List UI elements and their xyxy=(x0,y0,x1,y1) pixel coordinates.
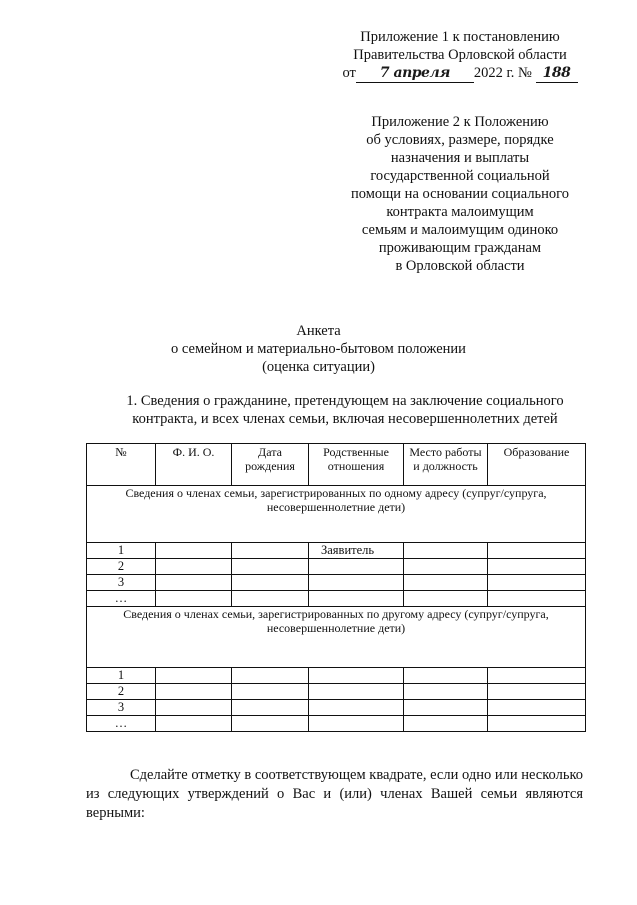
cell-workplace[interactable] xyxy=(404,591,488,607)
header-line-1: Приложение 1 к постановлению xyxy=(360,29,560,45)
ref-date-handwritten: 7 апреля xyxy=(379,65,450,81)
table-row xyxy=(87,684,586,700)
title-main: Анкета xyxy=(296,323,341,339)
cell-fio[interactable] xyxy=(156,716,232,732)
row-number: 2 xyxy=(87,559,156,575)
cell-workplace[interactable] xyxy=(404,575,488,591)
col-header-birthdate: Дата рождения xyxy=(232,444,309,486)
cell-education[interactable] xyxy=(488,543,586,559)
row-number: 2 xyxy=(87,684,156,700)
cell-birthdate[interactable] xyxy=(232,668,309,684)
table-row xyxy=(87,543,586,559)
cell-birthdate[interactable] xyxy=(232,575,309,591)
ref-year: 2022 г. № xyxy=(473,65,532,81)
table-row xyxy=(87,591,586,607)
section-1-line-2: контракта, и всех членах семьи, включая несовершеннолетних детей xyxy=(132,411,558,427)
header-line-2: Правительства Орловской области xyxy=(353,47,567,63)
cell-education[interactable] xyxy=(488,716,586,732)
col-header-number: № xyxy=(87,444,156,486)
cell-relation[interactable] xyxy=(309,591,404,607)
appendix-line: проживающим гражданам xyxy=(378,240,542,256)
ref-number-field xyxy=(536,64,578,83)
row-number: 1 xyxy=(87,668,156,684)
cell-workplace[interactable] xyxy=(404,684,488,700)
ref-number-handwritten: 188 xyxy=(542,65,571,81)
cell-birthdate[interactable] xyxy=(232,543,309,559)
cell-workplace[interactable] xyxy=(404,700,488,716)
row-number: … xyxy=(87,716,156,732)
group-2-title-row xyxy=(87,607,586,668)
cell-education[interactable] xyxy=(488,684,586,700)
decree-reference xyxy=(300,64,620,83)
appendix-2-header xyxy=(300,113,620,275)
appendix-line: Приложение 2 к Положению xyxy=(371,114,549,130)
cell-education[interactable] xyxy=(488,700,586,716)
cell-birthdate[interactable] xyxy=(232,591,309,607)
cell-education[interactable] xyxy=(488,591,586,607)
cell-education[interactable] xyxy=(488,559,586,575)
row-number: 3 xyxy=(87,575,156,591)
cell-birthdate[interactable] xyxy=(232,684,309,700)
appendix-line: контракта малоимущим xyxy=(386,204,534,220)
cell-workplace[interactable] xyxy=(404,668,488,684)
group-1-title: Сведения о членах семьи, зарегистрированных по одному адресу (супруг/супруга, несовершеннолетние дети) xyxy=(87,486,586,543)
cell-relation[interactable]: Заявитель xyxy=(309,543,404,559)
cell-relation[interactable] xyxy=(309,668,404,684)
cell-relation[interactable] xyxy=(309,575,404,591)
ref-date-field xyxy=(356,64,474,83)
cell-workplace[interactable] xyxy=(404,543,488,559)
cell-workplace[interactable] xyxy=(404,559,488,575)
appendix-line: в Орловской области xyxy=(395,258,525,274)
appendix-line: об условиях, размере, порядке xyxy=(366,132,554,148)
cell-workplace[interactable] xyxy=(404,716,488,732)
row-number: 1 xyxy=(87,543,156,559)
cell-relation[interactable] xyxy=(309,700,404,716)
cell-fio[interactable] xyxy=(156,559,232,575)
ref-prefix: от xyxy=(342,65,356,81)
table-row xyxy=(87,575,586,591)
appendix-line: государственной социальной xyxy=(370,168,550,184)
row-number: 3 xyxy=(87,700,156,716)
table-row xyxy=(87,668,586,684)
table-header-row xyxy=(87,444,586,486)
cell-birthdate[interactable] xyxy=(232,716,309,732)
cell-fio[interactable] xyxy=(156,700,232,716)
col-header-education: Образование xyxy=(488,444,586,486)
cell-relation[interactable] xyxy=(309,684,404,700)
family-members-table xyxy=(86,443,586,732)
group-1-title-row xyxy=(87,486,586,543)
group-2-title: Сведения о членах семьи, зарегистрированных по другому адресу (супруг/супруга, несовершеннолетние дети) xyxy=(87,607,586,668)
appendix-line: семьям и малоимущим одиноко xyxy=(361,222,559,238)
section-1-heading xyxy=(100,392,590,428)
document-title xyxy=(0,322,637,376)
cell-birthdate[interactable] xyxy=(232,700,309,716)
cell-fio[interactable] xyxy=(156,543,232,559)
cell-fio[interactable] xyxy=(156,668,232,684)
cell-education[interactable] xyxy=(488,575,586,591)
cell-relation[interactable] xyxy=(309,716,404,732)
cell-education[interactable] xyxy=(488,668,586,684)
appendix-line: назначения и выплаты xyxy=(390,150,530,166)
table-row xyxy=(87,700,586,716)
cell-birthdate[interactable] xyxy=(232,559,309,575)
table-row xyxy=(87,559,586,575)
appendix-1-header xyxy=(300,28,620,83)
instruction-paragraph: Сделайте отметку в соответствующем квадрате, если одно или несколько из следующих утверждений о Вас и (или) членах Вашей семьи являются верными: xyxy=(86,767,583,821)
col-header-workplace: Место работы и должность xyxy=(404,444,488,486)
cell-fio[interactable] xyxy=(156,575,232,591)
section-1-line-1: 1. Сведения о гражданине, претендующем на заключение социального xyxy=(126,393,564,409)
col-header-fio: Ф. И. О. xyxy=(156,444,232,486)
title-subtitle: о семейном и материально-бытовом положении xyxy=(171,341,466,357)
title-note: (оценка ситуации) xyxy=(262,359,375,375)
cell-fio[interactable] xyxy=(156,591,232,607)
table-row xyxy=(87,716,586,732)
appendix-line: помощи на основании социального xyxy=(350,186,570,202)
cell-relation[interactable] xyxy=(309,559,404,575)
cell-fio[interactable] xyxy=(156,684,232,700)
row-number: … xyxy=(87,591,156,607)
col-header-relation: Родственные отношения xyxy=(309,444,404,486)
